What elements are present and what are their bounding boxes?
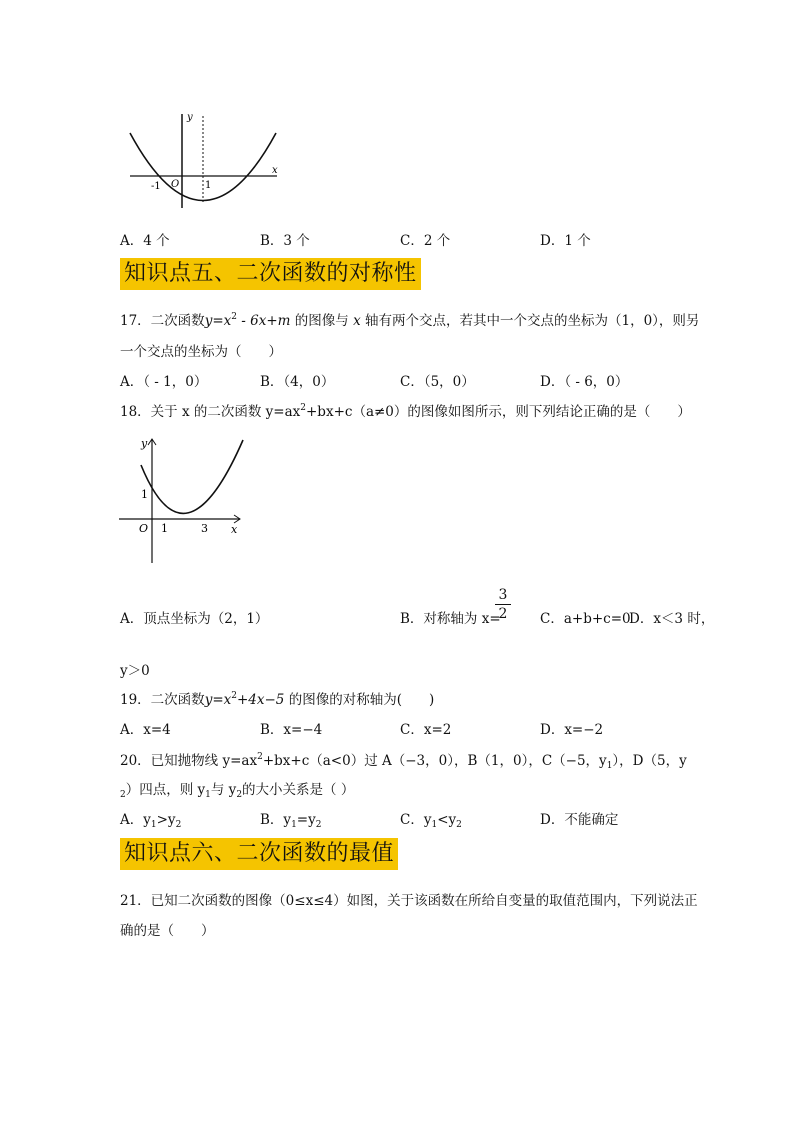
q17-y: y	[204, 313, 213, 329]
q20-prefix: 20．已知抛物线 y=ax	[120, 753, 258, 769]
q17-exp: 2	[231, 312, 237, 322]
q17-prefix: 17．二次函数	[120, 313, 205, 329]
q19-eq: y=x	[204, 692, 232, 708]
q18-exp: 2	[300, 403, 306, 413]
q19-option-d: D．x=−2	[540, 722, 604, 738]
q20-c-sub1: 1	[431, 820, 438, 830]
q20-a-sub1: 1	[150, 820, 157, 830]
q20-line2-sub-b: 2	[236, 790, 243, 800]
q17-line2: 一个交点的坐标为（ ）	[120, 344, 282, 360]
q20-line2-sub: 2	[120, 790, 126, 800]
q18-option-c: C．a+b+c=0	[540, 611, 631, 627]
q21-line1: 21．已知二次函数的图像（0≤x≤4）如图，关于该函数在所给自变量的取值范围内，下列说法正	[120, 893, 698, 909]
q19-option-b: B．x=−4	[260, 722, 323, 738]
q18-fraction	[495, 587, 511, 622]
q20-line1	[120, 752, 687, 770]
q20-line2-text2: 与 y	[210, 782, 237, 798]
q20-line2-text1: ）四点，则 y	[125, 782, 206, 798]
q18-stem	[120, 403, 691, 421]
q20-option-d: D．不能确定	[540, 812, 619, 828]
tick-x1: 1	[161, 522, 168, 535]
q21-line2: 确的是（ ）	[120, 923, 215, 939]
fraction-numerator: 3	[498, 587, 508, 603]
q17-rest: - 6x+m	[237, 313, 291, 329]
q17-option-d: D．（ - 6，0）	[540, 374, 629, 390]
q19-prefix: 19．二次函数	[120, 692, 205, 708]
q17-eq: =	[212, 313, 224, 329]
q18-option-d: D．x＜3 时，	[629, 611, 715, 627]
q19-stem	[120, 691, 434, 709]
q20-mid: +bx+c（a<0）过 A（−3，0），B（1，0），C（−5，y	[262, 753, 607, 769]
q20-c-text1: C．y	[400, 812, 432, 828]
q20-b-text1: B．y	[260, 812, 292, 828]
graph-q16	[125, 108, 285, 213]
y-label: y	[141, 437, 148, 450]
q20-sub1: 1	[606, 761, 613, 771]
q18-option-b: B．对称轴为 x=	[400, 611, 501, 627]
q19-option-a: A．x=4	[120, 722, 171, 738]
q19-option-c: C．x=2	[400, 722, 452, 738]
q20-c-sub2: 2	[456, 820, 462, 830]
q20-suffix: ），D（5，y	[612, 753, 687, 769]
tick-x3: 3	[201, 522, 208, 535]
q16-option-c: C．2 个	[400, 233, 451, 249]
q20-b-text2: =y	[296, 812, 316, 828]
origin-label: O	[139, 522, 149, 535]
q18-option-d-cont: y＞0	[120, 663, 150, 679]
q18-option-a: A．顶点坐标为（2，1）	[120, 611, 269, 627]
q19-exp: 2	[231, 691, 237, 701]
graph-q18	[115, 435, 250, 565]
section-heading-6: 知识点六、二次函数的最值	[120, 838, 398, 870]
fraction-bar	[495, 604, 511, 605]
q17-x: x	[223, 313, 232, 329]
q17-option-a: A．（ - 1，0）	[120, 374, 208, 390]
q16-option-b: B．3 个	[260, 233, 310, 249]
y-label: y	[187, 112, 193, 123]
origin-label: O	[171, 179, 180, 190]
q20-a-text1: A．y	[120, 812, 151, 828]
q20-line2-text3: 的大小关系是（ ）	[242, 782, 355, 798]
q20-option-a	[120, 811, 181, 829]
q20-a-sub2: 2	[175, 820, 182, 830]
q17-mid: 的图像与	[290, 313, 354, 329]
q20-line2-sub-a: 1	[205, 790, 211, 800]
q18-suffix: +bx+c（a≠0）的图像如图所示，则下列结论正确的是（ ）	[306, 404, 691, 420]
parabola-curve	[141, 440, 243, 513]
q20-c-text2: <y	[437, 812, 457, 828]
q20-b-sub1: 1	[291, 820, 297, 830]
q17-line1	[120, 312, 699, 330]
tick-1: 1	[205, 180, 212, 191]
q16-option-d: D．1 个	[540, 233, 591, 249]
q19-suffix: 的图像的对称轴为( )	[284, 692, 435, 708]
q20-line2	[120, 781, 354, 799]
x-label: x	[272, 165, 278, 176]
q20-a-text2: >y	[156, 812, 176, 828]
q20-option-c	[400, 811, 462, 829]
q20-b-sub2: 2	[315, 820, 322, 830]
q19-rest: +4x−5	[236, 692, 285, 708]
q16-option-a: A．4 个	[120, 233, 170, 249]
tick-y1: 1	[141, 488, 148, 501]
q17-xvar: x	[353, 313, 361, 329]
section-heading-5: 知识点五、二次函数的对称性	[120, 258, 421, 290]
q20-option-b	[260, 811, 321, 829]
tick-neg1: -1	[151, 181, 161, 192]
q18-prefix: 18．关于 x 的二次函数 y=ax	[120, 404, 301, 420]
x-label: x	[231, 523, 238, 536]
fraction-denominator: 2	[498, 606, 508, 622]
q17-suffix: 轴有两个交点，若其中一个交点的坐标为（1，0），则另	[360, 313, 700, 329]
q17-option-c: C．（5，0）	[400, 374, 475, 390]
q20-exp: 2	[257, 752, 263, 762]
q17-option-b: B．（4，0）	[260, 374, 335, 390]
